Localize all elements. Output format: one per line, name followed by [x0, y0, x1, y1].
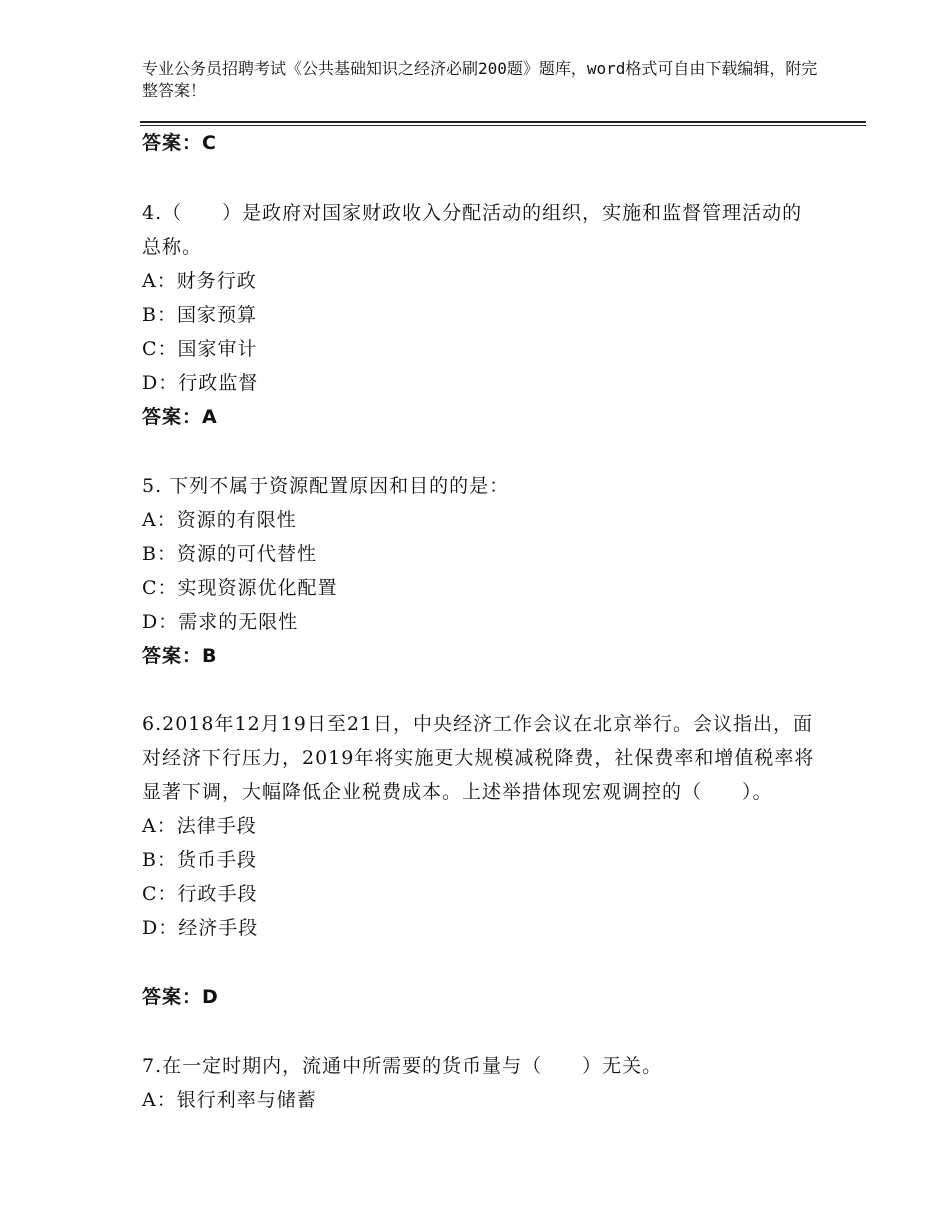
- question-5: [142, 469, 822, 639]
- option-a: A：法律手段: [142, 815, 257, 837]
- answer-q5: 答案：B: [142, 645, 218, 667]
- option-d: D：需求的无限性: [142, 611, 299, 633]
- answer-q3: 答案：C: [142, 132, 217, 154]
- question-6: [142, 707, 822, 945]
- option-a: A：资源的有限性: [142, 509, 297, 531]
- answer-q4: 答案：A: [142, 406, 218, 428]
- question-stem: 6.2018年12月19日至21日，中央经济工作会议在北京举行。会议指出，面对经济下行压力，2019年将实施更大规模减税降费，社保费率和增值税率将显著下调，大幅降低企业税费成本。上述举措体现宏观调控的（ ）。: [142, 713, 815, 803]
- header-rule-thin: [140, 125, 866, 126]
- option-d: D：行政监督: [142, 372, 259, 394]
- option-b: B：国家预算: [142, 304, 257, 326]
- answer-q6: 答案：D: [142, 986, 219, 1008]
- option-c: C：实现资源优化配置: [142, 577, 338, 599]
- option-b: B：货币手段: [142, 849, 257, 871]
- question-stem: 4.（ ）是政府对国家财政收入分配活动的组织，实施和监督管理活动的总称。: [142, 202, 803, 258]
- option-a: A：银行利率与储蓄: [142, 1089, 317, 1111]
- option-b: B：资源的可代替性: [142, 543, 317, 565]
- page-header: 专业公务员招聘考试《公共基础知识之经济必刷200题》题库，word格式可自由下载编辑，附完整答案！: [142, 59, 818, 100]
- question-7: [142, 1049, 822, 1117]
- header-rule: [140, 121, 866, 123]
- question-4: [142, 196, 822, 400]
- option-a: A：财务行政: [142, 270, 257, 292]
- question-stem: 5. 下列不属于资源配置原因和目的的是：: [142, 475, 510, 497]
- option-c: C：国家审计: [142, 338, 258, 360]
- option-d: D：经济手段: [142, 917, 259, 939]
- option-c: C：行政手段: [142, 883, 258, 905]
- question-stem: 7.在一定时期内，流通中所需要的货币量与（ ）无关。: [142, 1055, 663, 1077]
